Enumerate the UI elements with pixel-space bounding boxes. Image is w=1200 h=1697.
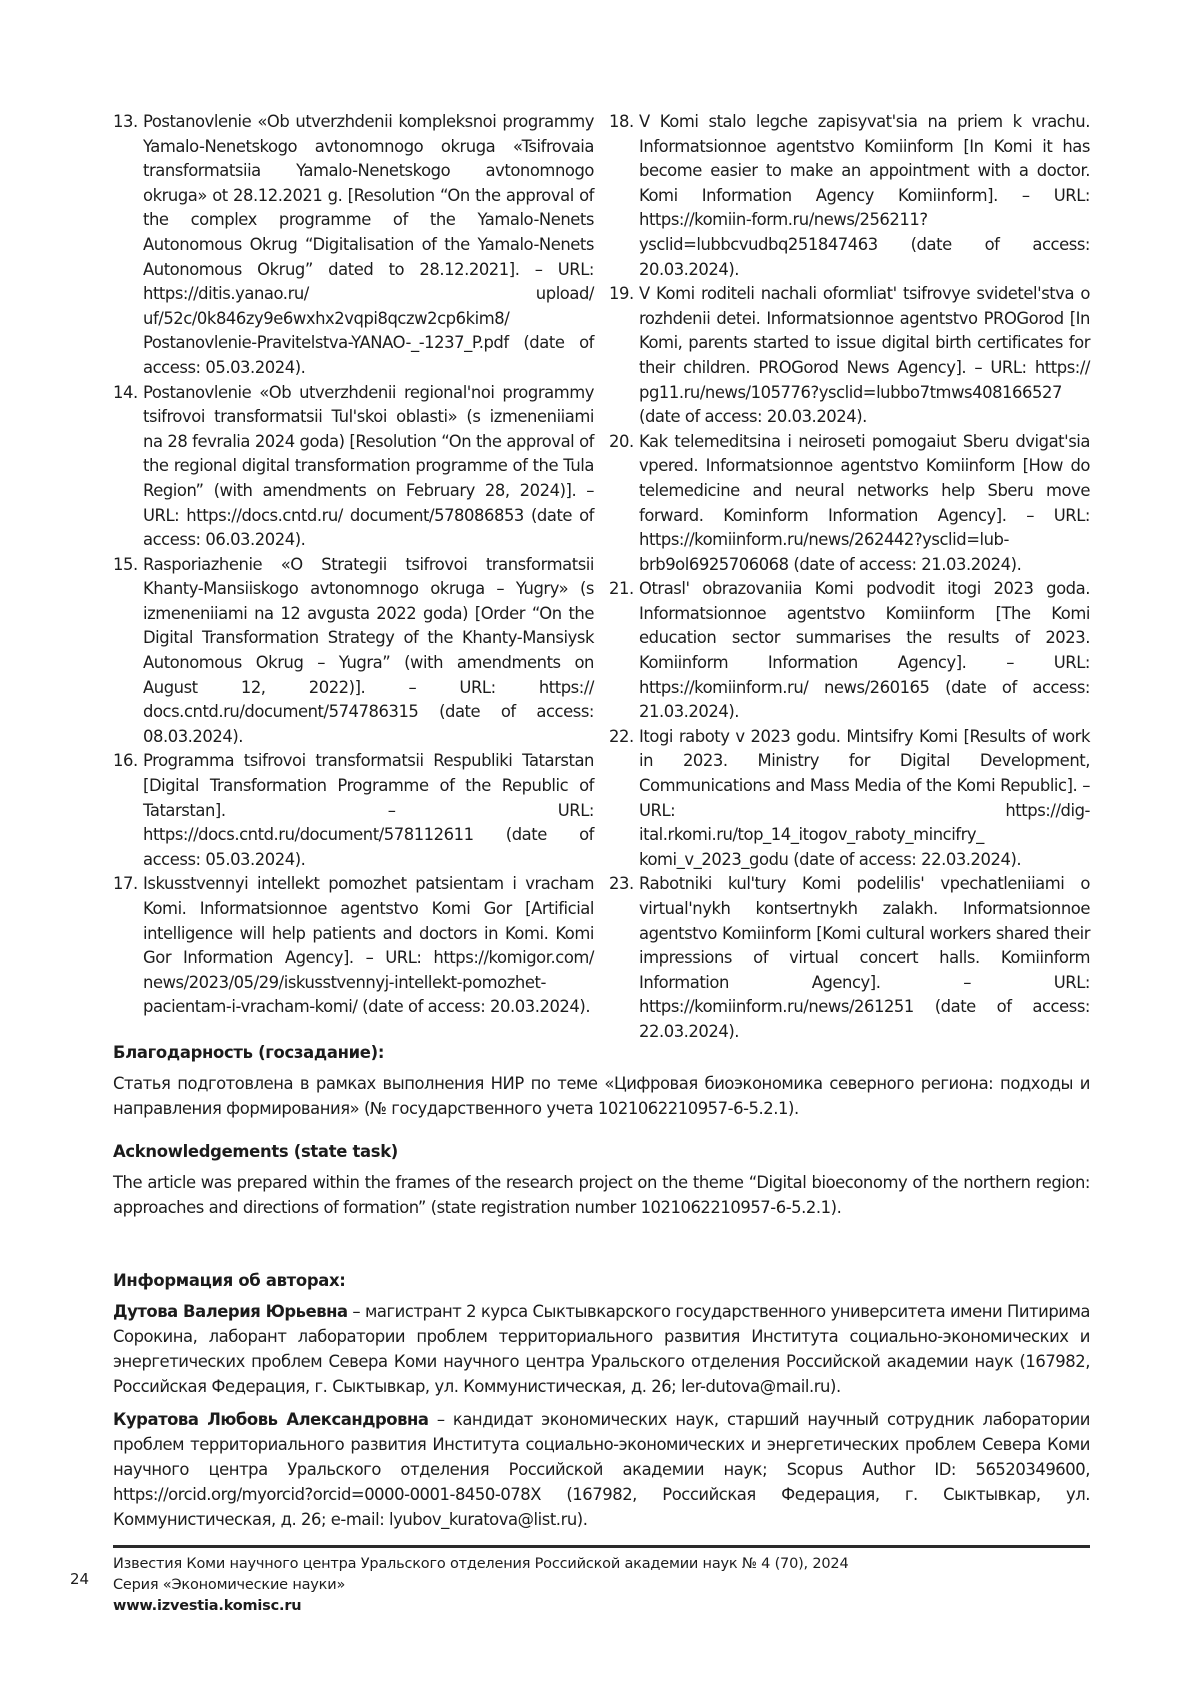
reference-item — [113, 872, 594, 1020]
references-list-left — [113, 110, 594, 1020]
reference-text: V Komi roditeli nachali oformliat' tsifrovye svidetel'stva o rozhdenii detei. Informatsionnoe agentstvo PROGorod [In Komi, parents started to issue digital birth certificates for their children. PROGorod News Agency]. – URL: https:// pg11.ru/news/105776?ysclid=lubbo7tmws408166527 (date of access: 20.03.2024). — [639, 284, 1090, 427]
gratitude-section — [113, 1040, 1090, 1121]
reference-text: Otrasl' obrazovaniia Komi podvodit itogi 2023 goda. Informatsionnoe agentstvo Komiinform [The Komi education sector summarises the results of 2023. Komiinform Information Agency]. – URL: https://komiinform.ru/ news/260165 (date of access: 21.03.2024). — [639, 579, 1090, 722]
reference-number: 16. — [113, 751, 138, 771]
footer-divider — [113, 1545, 1090, 1548]
reference-text: V Komi stalo legche zapisyvat'sia na priem k vrachu. Informatsionnoe agentstvo Komiinform [In Komi it has become easier to make an appointment with a doctor. Komi Information Agency Komiinform]. – URL: https://komiin-form.ru/news/256211?ysclid=lubbcvudbq251847463 (date of access: 20.03.2024). — [639, 112, 1090, 279]
gratitude-title: Благодарность (госзадание): — [113, 1043, 385, 1062]
reference-number: 18. — [609, 112, 634, 131]
reference-item — [609, 725, 1090, 873]
reference-text: Iskusstvennyi intellekt pomozhet patsientam i vracham Komi. Informatsionnoe agentstvo Komi Gor [Artificial intelligence will help patients and doctors in Komi. Komi Gor Information Agency]. – URL: https://komigor.com/ news/2023/05/29/iskusstvennyj-intellekt-pomozhet-pacientam-i-vracham-komi/ (date of access: 20.03.2024). — [143, 874, 594, 1017]
reference-item — [609, 577, 1090, 725]
author-details: – магистрант 2 курса Сыктывкарского государственного университета имени Питирима Сорокина, лаборант лаборатории проблем территориального развития Института социально-экономических и энергетических проблем Севера Коми научного центра Уральского отделения Российской академии наук (167982, Российская Федерация, г. Сыктывкар, ул. Коммунистическая, д. 26; ler-dutova@mail.ru). — [113, 1302, 1090, 1396]
author-entry — [113, 1299, 1090, 1399]
acknowledgements-section — [113, 1139, 1090, 1220]
references-list-right — [609, 110, 1090, 1045]
reference-item — [609, 430, 1090, 578]
reference-number: 13. — [113, 112, 138, 131]
reference-text: Postanovlenie «Ob utverzhdenii regional'noi programmy tsifrovoi transformatsii Tul'skoi oblasti» (s izmeneniiami na 28 fevralia 2024 goda) [Resolution “On the approval of the regional digital transformation programme of the Tula Region” (with amendments on February 28, 2024)]. – URL: https://docs.cntd.ru/ document/578086853 (date of access: 06.03.2024). — [143, 382, 594, 550]
reference-number: 23. — [609, 874, 634, 894]
reference-item — [113, 381, 594, 553]
reference-item — [609, 872, 1090, 1044]
references-right-column — [609, 110, 1090, 1045]
reference-text: Kak telemeditsina i neiroseti pomogaiut Sberu dvigat'sia vpered. Informatsionnoe agentstvo Komiinform [How do telemedicine and neural networks help Sberu move forward. Kominform Information Agency]. – URL: https://komiinform.ru/news/262442?ysclid=lub-brb9ol6925706068 (date of access: 21.03.2024). — [639, 431, 1090, 574]
footer — [113, 1554, 848, 1617]
acknowledgements-title: Acknowledgements (state task) — [113, 1142, 398, 1161]
reference-text: Postanovlenie «Ob utverzhdenii kompleksnoi programmy Yamalo-Nenetskogo avtonomnogo okruga «Tsifrovaia transformatsiia Yamalo-Nenetskogo avtonomnogo okruga» ot 28.12.2021 g. [Resolution “On the approval of the complex programme of the Yamalo-Nenets Autonomous Okrug “Digitalisation of the Yamalo-Nenets Autonomous Okrug” dated to 28.12.2021]. – URL: https://ditis.yanao.ru/ upload/ uf/52c/0k846zy9e6wxhx2vqpi8qczw2cp6kim8/ Postanovlenie-Pravitelstva-YANAO-_-1237_P.pdf (date of access: 05.03.2024). — [143, 112, 594, 377]
reference-number: 19. — [609, 284, 634, 304]
reference-number: 17. — [113, 874, 138, 894]
references-columns — [113, 110, 1090, 1045]
reference-number: 14. — [113, 382, 138, 402]
author-entry — [113, 1407, 1090, 1532]
journal-series: Серия «Экономические науки» — [113, 1577, 346, 1593]
reference-text: Programma tsifrovoi transformatsii Respubliki Tatarstan [Digital Transformation Programme of the Republic of Tatarstan]. – URL: https://docs.cntd.ru/document/578112611 (date of access: 05.03.2024). — [143, 751, 594, 869]
reference-text: Itogi raboty v 2023 godu. Mintsifry Komi [Results of work in 2023. Ministry for Digital Development, Communications and Mass Media of the Komi Republic]. – URL: https://dig-ital.rkomi.ru/top_14_itogov_raboty_mincifry_ komi_v_2023_godu (date of access: 22.03.2024). — [639, 726, 1090, 869]
gratitude-text: Статья подготовлена в рамках выполнения НИР по теме «Цифровая биоэкономика северного региона: подходы и направления формирования» (№ государственного учета 1021062210957-6-5.2.1). — [113, 1074, 1090, 1118]
reference-item — [113, 110, 594, 381]
reference-item — [113, 553, 594, 750]
references-left-column — [113, 110, 594, 1045]
journal-website-link[interactable]: www.izvestia.komisc.ru — [113, 1598, 302, 1614]
reference-item — [113, 749, 594, 872]
acknowledgements-text: The article was prepared within the frames of the research project on the theme “Digital bioeconomy of the northern region: approaches and directions of formation” (state registration number 1021062210957-6-5.2.1). — [113, 1173, 1090, 1217]
journal-name: Известия Коми научного центра Уральского отделения Российской академии наук № 4 (70), 2024 — [113, 1556, 849, 1572]
author-details: – кандидат экономических наук, старший научный сотрудник лаборатории проблем территориального развития Института социально-экономических и энергетических проблем Севера Коми научного центра Уральского отделения Российской академии наук; Scopus Author ID: 56520349600, https://orcid.org/myorcid?orcid=0000-0001-8450-078X (167982, Российская Федерация, г. Сыктывкар, ул. Коммунистическая, д. 26; e-mail: lyubov_kuratova@list.ru). — [113, 1410, 1090, 1529]
reference-number: 21. — [609, 579, 634, 599]
reference-number: 20. — [609, 431, 634, 451]
reference-item — [609, 282, 1090, 430]
reference-number: 22. — [609, 726, 634, 746]
author-name: Куратова Любовь Александровна — [113, 1410, 429, 1429]
reference-text: Rasporiazhenie «O Strategii tsifrovoi transformatsii Khanty-Mansiiskogo avtonomnogo okruga – Yugry» (s izmeneniiami na 12 avgusta 2022 goda) [Order “On the Digital Transformation Strategy of the Khanty-Mansiysk Autonomous Okrug – Yugra” (with amendments on August 12, 2022)]. – URL: https:// docs.cntd.ru/document/574786315 (date of access: 08.03.2024). — [143, 554, 594, 746]
page-number: 24 — [70, 1570, 90, 1588]
author-name: Дутова Валерия Юрьевна — [113, 1302, 348, 1321]
reference-number: 15. — [113, 554, 138, 574]
reference-item — [609, 110, 1090, 282]
reference-text: Rabotniki kul'tury Komi podelilis' vpechatleniiami o virtual'nykh kontsertnykh zalakh. Informatsionnoe agentstvo Komiinform [Komi cultural workers shared their impressions of virtual concert halls. Komiinform Information Agency]. – URL: https://komiinform.ru/news/261251 (date of access: 22.03.2024). — [639, 874, 1090, 1041]
authors-section — [113, 1268, 1090, 1540]
authors-title: Информация об авторах: — [113, 1271, 346, 1290]
